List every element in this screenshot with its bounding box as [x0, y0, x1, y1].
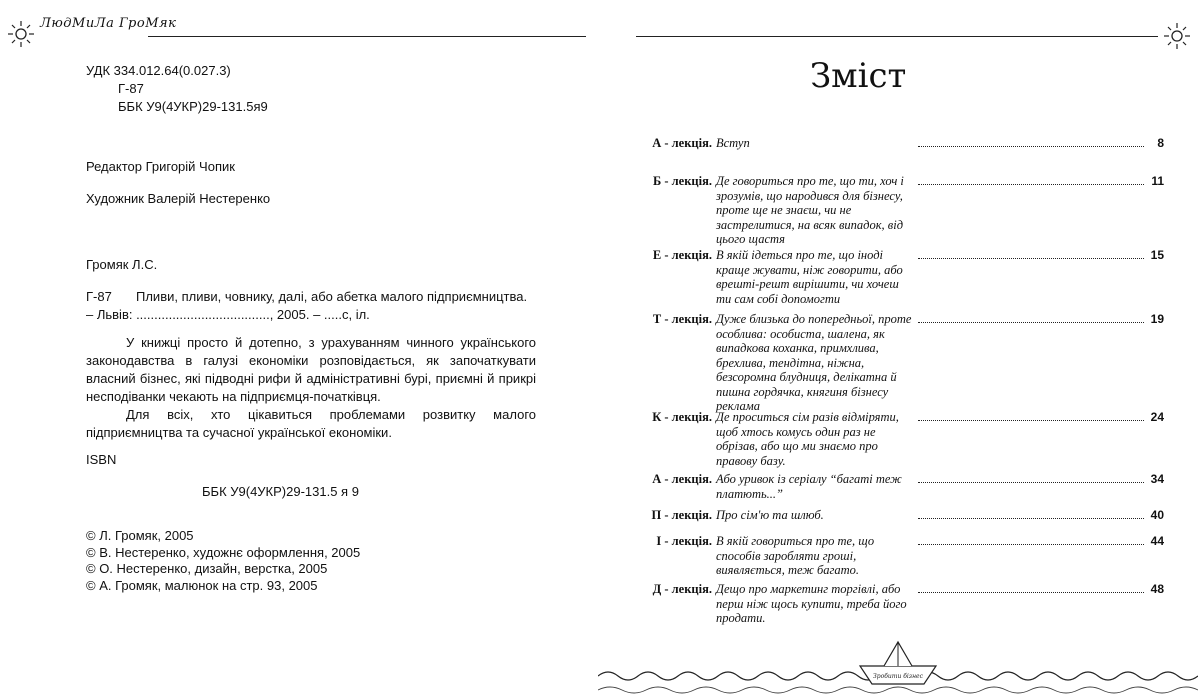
toc-entry-title: Де говориться про те, що ти, хоч і зрозумів, що народився для бізнесу, проте ще не знаєш, чи не застрелитися, на всяк випадок, від цього щастя: [716, 174, 904, 246]
toc-entry-title: Вступ: [716, 136, 750, 150]
toc-entry-page: 48: [1150, 582, 1164, 596]
toc-entry-page: 24: [1150, 410, 1164, 424]
copyright-line: © В. Нестеренко, художнє оформлення, 2005: [86, 544, 361, 560]
udk-code: УДК 334.012.64(0.027.3): [86, 63, 231, 78]
toc-leader: [918, 544, 1144, 545]
catalog-title: Пливи, пливи, човнику, далі, або абетка малого підприємництва.: [136, 289, 528, 304]
toc-entry-page: 8: [1157, 136, 1164, 150]
waves-boat-illustration: [598, 638, 1198, 700]
sun-icon: [6, 19, 36, 49]
toc-entry-label: Т - лекція.: [652, 312, 712, 326]
toc-title: Зміст: [810, 56, 907, 96]
left-page: [0, 0, 598, 700]
toc-leader: [918, 322, 1144, 323]
isbn: ISBN: [86, 452, 117, 467]
editor-credit: Редактор Григорій Чопик: [86, 159, 235, 174]
toc-leader: [918, 518, 1144, 519]
paper-boat-icon: [860, 642, 936, 684]
toc-entry-label: К - лекція.: [652, 410, 712, 424]
header-rule: [148, 36, 586, 37]
catalog-entry: [86, 288, 546, 324]
annotation-paragraph: Для всіх, хто цікавиться проблемами розвитку малого підприємництва та сучасної української економіки.: [86, 407, 536, 440]
bbk-code: ББК У9(4УКР)29-131.5я9: [118, 99, 268, 114]
running-head: ЛюдМиЛа ГроМяк: [40, 16, 177, 31]
toc-entry-label: Е - лекція.: [652, 248, 712, 262]
annotation-paragraph: У книжці просто й дотепно, з урахуванням чинного українського законодавства в галузі економіки розповідається, як започаткувати власний бізнес, які підводні рифи й адміністративні бурі, приємні й прикрі несподіванки чекають на підприємця-початківця.: [86, 335, 536, 404]
toc-entry-title: Або уривок із серіалу “багаті теж платють...”: [716, 472, 902, 501]
catalog-code: Г-87: [86, 289, 112, 304]
toc-leader: [918, 258, 1144, 259]
toc-entry-label: І - лекція.: [656, 534, 712, 548]
author-name: Громяк Л.С.: [86, 257, 158, 272]
annotation: [86, 334, 536, 442]
toc-leader: [918, 482, 1144, 483]
copyright-line: © А. Громяк, малюнок на стр. 93, 2005: [86, 577, 318, 593]
toc-entry-title: Про сім'ю та шлюб.: [716, 508, 824, 522]
toc-entry-page: 11: [1151, 174, 1164, 188]
toc-entry-page: 40: [1150, 508, 1164, 522]
artist-credit: Художник Валерій Нестеренко: [86, 191, 271, 206]
toc-entry-title: В якій говориться про те, що способів заробляти гроші, виявляється, теж багато.: [716, 534, 875, 577]
right-page: [598, 0, 1198, 700]
toc-entry-page: 34: [1150, 472, 1164, 486]
toc-entry-title: Дуже близька до попередньої, проте особлива: особиста, шалена, як випадкова коханка, примхлива, брехлива, тендітна, ніжна, безсоромна блудниця, делікатна й пишна гордячка, княгиня бізнесу реклама: [716, 312, 912, 413]
toc-entry-title: Дещо про маркетинг торгівлі, або перш ніж щось купити, треба його продати.: [716, 582, 907, 625]
bbk-footer: ББК У9(4УКР)29-131.5 я 9: [202, 484, 359, 499]
sun-icon: [1162, 21, 1192, 51]
catalog-imprint: – Львів: ....................................., 2005. – .....с, іл.: [86, 307, 370, 322]
toc-entry-page: 19: [1150, 312, 1164, 326]
toc-entry-page: 15: [1150, 248, 1164, 262]
toc-leader: [918, 184, 1144, 185]
toc-entry-label: А - лекція.: [652, 472, 712, 486]
toc-entry-title: Де проситься сім разів відміряти, щоб хтось комусь один раз не обрізав, або що ми знаємо про правову базу.: [716, 410, 899, 468]
copyright-list: [86, 528, 360, 594]
toc-leader: [918, 592, 1144, 593]
toc-leader: [918, 146, 1144, 147]
toc-leader: [918, 420, 1144, 421]
toc-entry-page: 44: [1150, 534, 1164, 548]
copyright-line: © Л. Громяк, 2005: [86, 528, 194, 543]
boat-caption: Зробити бізнес: [873, 673, 923, 680]
toc-entry-label: П - лекція.: [651, 508, 712, 522]
toc-entry-label: Д - лекція.: [652, 582, 712, 596]
author-mark: Г-87: [118, 81, 144, 96]
toc-entry-label: Б - лекція.: [652, 174, 712, 188]
header-rule: [636, 36, 1158, 37]
copyright-line: © О. Нестеренко, дизайн, верстка, 2005: [86, 561, 328, 576]
toc-entry-title: В якій ідеться про те, що іноді краще жувати, ніж говорити, або врешті-решт вирішити, чи хочеш ти сам собі допомогти: [716, 248, 903, 306]
toc-entry-label: А - лекція.: [652, 136, 712, 150]
